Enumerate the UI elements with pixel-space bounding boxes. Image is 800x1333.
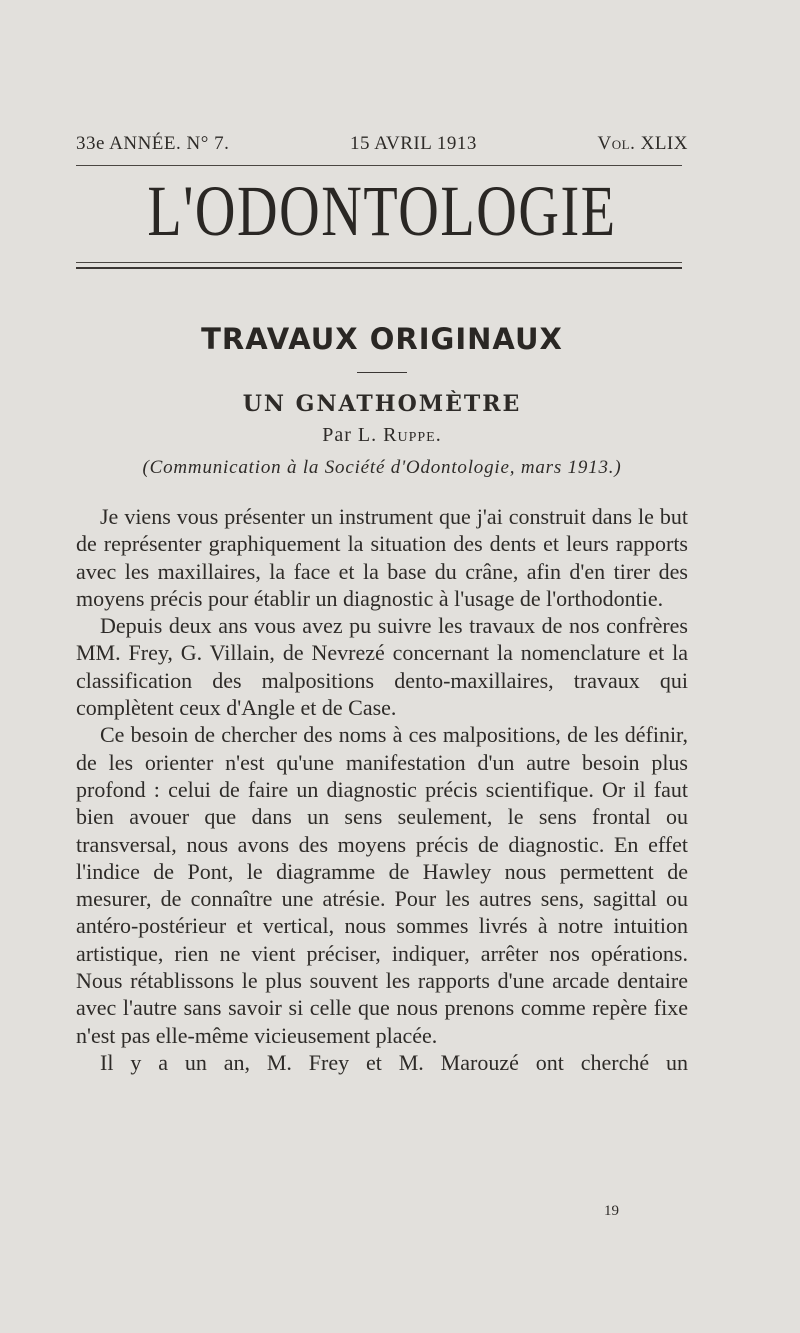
paragraph: Je viens vous présenter un instrument que j'ai construit dans le but de représenter graphiquement la situation des dents et leurs rapports avec les maxillaires, la face et la base du crâne, afin d'en tirer des moyens précis pour établir un diagnostic à l'usage de l'orthodontie. — [76, 504, 688, 611]
article-title: UN GNATHOMÈTRE — [242, 391, 522, 417]
byline — [76, 424, 688, 447]
article-body — [76, 503, 688, 1076]
section-divider — [357, 372, 407, 373]
paragraph: Ce besoin de chercher des noms à ces malpositions, de les définir, de les orienter n'est qu'une manifestation d'un autre besoin plus profond : celui de faire un diagnostic précis scientifique. Or il faut bien avouer que dans un sens seulement, le sens frontal ou transversal, nous avons des moyens précis de diagnostic. En effet l'indice de Pont, le diagramme de Hawley nous permettent de mesurer, de connaître une atrésie. Pour les autres sens, sagittal ou antéro-postérieur et vertical, nous sommes livrés à notre intuition artistique, rien ne vient préciser, indiquer, arrêter nos opérations. Nous rétablissons le plus souvent les rapports d'une arcade dentaire avec l'autre sans savoir si celle que nous prenons comme repère fixe n'est pas elle-même vicieusement placée. — [76, 722, 688, 1048]
byline-prefix: Par L. — [322, 424, 378, 446]
journal-title: L'ODONTOLOGIE — [147, 171, 617, 251]
paragraph: Il y a un an, M. Frey et M. Marouzé ont cherché un — [100, 1049, 688, 1075]
header-rule — [76, 165, 682, 166]
title-rule-bottom — [76, 267, 682, 269]
author-name: Ruppe. — [383, 424, 442, 446]
page-number: 19 — [604, 1203, 619, 1219]
issue-number: 33e ANNÉE. N° 7. — [76, 133, 230, 154]
title-rule-top — [76, 262, 682, 263]
volume-number: Vol. XLIX — [597, 133, 688, 154]
running-header — [76, 133, 688, 155]
issue-date: 15 AVRIL 1913 — [350, 133, 477, 154]
paragraph: Depuis deux ans vous avez pu suivre les travaux de nos confrères MM. Frey, G. Villain, de Nevrezé concernant la nomenclature et la classification des malpositions dento-maxillaires, travaux qui complètent ceux d'Angle et de Case. — [76, 613, 688, 721]
communication-note: (Communication à la Société d'Odontologie, mars 1913.) — [142, 457, 622, 478]
section-title: TRAVAUX ORIGINAUX — [201, 322, 563, 356]
